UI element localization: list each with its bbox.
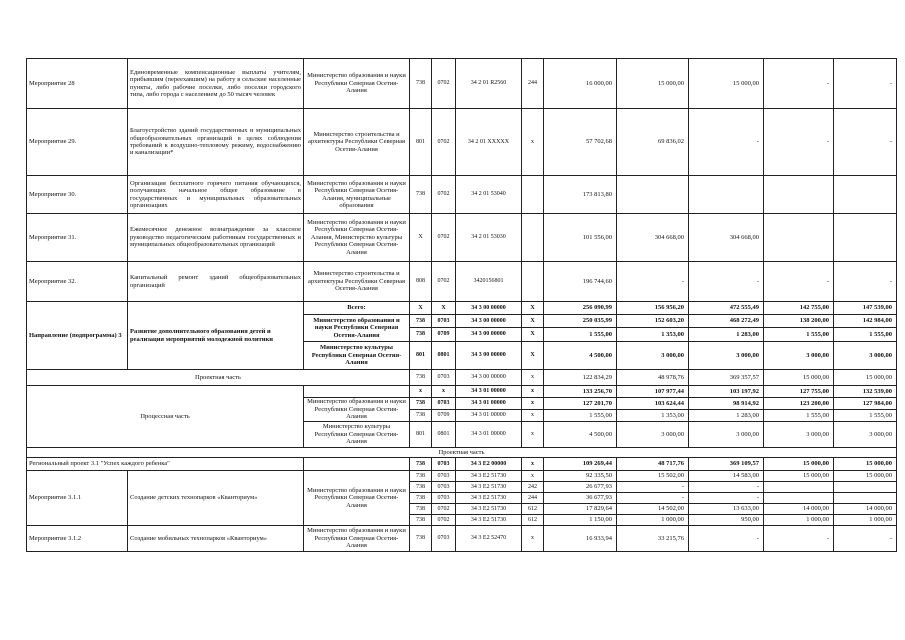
csr-cell: 34 3 01 00000 [456, 386, 522, 398]
value-cell: 98 914,92 [689, 398, 764, 410]
rzpr-cell: 0702 [432, 504, 456, 515]
value-cell: 142 984,00 [834, 315, 897, 328]
value-cell: 1 000,00 [764, 515, 834, 526]
grbs-cell: 738 [410, 328, 432, 342]
process-part-row [27, 386, 897, 398]
document-page [26, 58, 892, 552]
rzpr-cell: 0703 [432, 315, 456, 328]
value-cell: 103 624,44 [617, 398, 689, 410]
value-cell: 109 269,44 [544, 458, 617, 471]
value-cell: 15 000,00 [764, 471, 834, 482]
value-cell: 256 090,99 [544, 302, 617, 315]
grbs-cell: 738 [410, 410, 432, 422]
value-cell: 15 000,00 [834, 458, 897, 471]
value-cell: 1 555,00 [764, 328, 834, 342]
value-cell: 304 668,00 [617, 214, 689, 262]
value-cell: - [764, 526, 834, 552]
value-cell [764, 214, 834, 262]
value-cell: 1 555,00 [834, 328, 897, 342]
csr-cell: 34 3 E2 51730 [456, 493, 522, 504]
executor-cell: Министерство образования и науки Республики Северная Осетия-Алания [304, 59, 410, 109]
value-cell: 1 283,00 [689, 328, 764, 342]
executor-cell: Министерство образования и науки Республики Северная Осетия-Алания [304, 315, 410, 342]
executor-cell: Министерство образования и науки Республики Северная Осетия-Алания, муниципальные образования [304, 176, 410, 214]
grbs-cell: 801 [410, 342, 432, 370]
regional-row [27, 458, 897, 471]
rzpr-cell: 0702 [432, 176, 456, 214]
value-cell: 127 984,00 [834, 398, 897, 410]
value-cell: 472 555,49 [689, 302, 764, 315]
vr-cell: x [522, 386, 544, 398]
grbs-cell: 738 [410, 370, 432, 386]
vr-cell: X [522, 328, 544, 342]
value-cell: 15 502,00 [617, 471, 689, 482]
value-cell: - [834, 262, 897, 302]
section-header-row [27, 448, 897, 458]
grbs-cell: 801 [410, 422, 432, 448]
value-cell: 173 813,80 [544, 176, 617, 214]
value-cell: - [617, 262, 689, 302]
event-row [27, 262, 897, 302]
value-cell: 3 000,00 [617, 422, 689, 448]
value-cell: 101 556,00 [544, 214, 617, 262]
value-cell [764, 482, 834, 493]
vr-cell: x [522, 370, 544, 386]
executor-cell: Министерство образования и науки Республики Северная Осетия-Алания [304, 526, 410, 552]
project-part-row [27, 370, 897, 386]
event-label: Мероприятие 31. [27, 214, 128, 262]
value-cell: 1 555,00 [834, 410, 897, 422]
vr-cell: x [522, 526, 544, 552]
executor-cell: Министерство культуры Республики Северная Осетия-Алания [304, 342, 410, 370]
rzpr-cell: X [432, 302, 456, 315]
program-name: Развитие дополнительного образования детей и реализация мероприятий молодежной политики [128, 302, 304, 370]
rzpr-cell: 0703 [432, 482, 456, 493]
csr-cell: 3420156801 [456, 262, 522, 302]
csr-cell: 34 3 00 00000 [456, 328, 522, 342]
value-cell [764, 176, 834, 214]
csr-cell: 34 3 E2 51730 [456, 471, 522, 482]
event-row [27, 526, 897, 552]
value-cell [764, 493, 834, 504]
value-cell: 3 000,00 [617, 342, 689, 370]
value-cell: 122 834,29 [544, 370, 617, 386]
vr-cell: x [522, 398, 544, 410]
value-cell: 138 200,00 [764, 315, 834, 328]
csr-cell: 34 3 E2 51730 [456, 482, 522, 493]
value-cell: 3 000,00 [689, 422, 764, 448]
value-cell: 950,00 [689, 515, 764, 526]
event-row [27, 109, 897, 176]
value-cell: 16 000,00 [544, 59, 617, 109]
event-name: Создание мобильных технопарков «Кванториум» [128, 526, 304, 552]
vr-cell: x [522, 410, 544, 422]
vr-cell: 612 [522, 504, 544, 515]
csr-cell: 34 3 01 00000 [456, 422, 522, 448]
grbs-cell: 738 [410, 493, 432, 504]
event-row [27, 59, 897, 109]
event-row [27, 176, 897, 214]
value-cell: 14 000,00 [764, 504, 834, 515]
rzpr-cell: 0702 [432, 59, 456, 109]
value-cell: 103 197,92 [689, 386, 764, 398]
value-cell: 33 215,76 [617, 526, 689, 552]
vr-cell: 244 [522, 493, 544, 504]
value-cell: 15 000,00 [689, 59, 764, 109]
grbs-cell: 738 [410, 458, 432, 471]
grbs-cell: 738 [410, 526, 432, 552]
rzpr-cell: 0703 [432, 370, 456, 386]
value-cell: 1 000,00 [834, 515, 897, 526]
grbs-cell: X [410, 214, 432, 262]
value-cell: 1 353,00 [617, 410, 689, 422]
value-cell [834, 482, 897, 493]
grbs-cell: 738 [410, 398, 432, 410]
vr-cell: 244 [522, 59, 544, 109]
grbs-cell: x [410, 386, 432, 398]
value-cell: - [689, 482, 764, 493]
value-cell: 26 677,93 [544, 482, 617, 493]
event-label: Мероприятие 29. [27, 109, 128, 176]
rzpr-cell: 0702 [432, 214, 456, 262]
csr-cell: 34 2 01 53030 [456, 214, 522, 262]
executor-cell: Министерство строительства и архитектуры Республики Северная Осетия-Алания [304, 262, 410, 302]
value-cell [689, 176, 764, 214]
csr-cell: 34 2 01 XXXXX [456, 109, 522, 176]
value-cell: 15 000,00 [617, 59, 689, 109]
rzpr-cell: 0703 [432, 458, 456, 471]
rzpr-cell: 0702 [432, 262, 456, 302]
value-cell: 152 603,20 [617, 315, 689, 328]
value-cell: 14 583,00 [689, 471, 764, 482]
event-label: Мероприятие 32. [27, 262, 128, 302]
value-cell: 142 755,00 [764, 302, 834, 315]
program-row [27, 302, 897, 315]
value-cell: 13 633,00 [689, 504, 764, 515]
csr-cell: 34 3 E2 52470 [456, 526, 522, 552]
value-cell: 15 000,00 [834, 370, 897, 386]
budget-table [26, 58, 897, 552]
value-cell: 1 150,00 [544, 515, 617, 526]
value-cell: 69 836,02 [617, 109, 689, 176]
csr-cell: 34 2 01 R2560 [456, 59, 522, 109]
value-cell [834, 214, 897, 262]
value-cell: 48 717,76 [617, 458, 689, 471]
event-row [27, 471, 897, 482]
vr-cell: X [522, 302, 544, 315]
value-cell: - [689, 493, 764, 504]
value-cell: 14 502,00 [617, 504, 689, 515]
executor-cell: Министерство образования и науки Республики Северная Осетия-Алания [304, 471, 410, 526]
rzpr-cell: 0703 [432, 398, 456, 410]
vr-cell: x [522, 422, 544, 448]
vr-cell: x [522, 471, 544, 482]
rzpr-cell: 0709 [432, 328, 456, 342]
value-cell: - [834, 109, 897, 176]
vr-cell: 242 [522, 482, 544, 493]
value-cell: 1 000,00 [617, 515, 689, 526]
rzpr-cell: 0702 [432, 109, 456, 176]
event-name: Капитальный ремонт зданий общеобразовательных организаций [128, 262, 304, 302]
value-cell: 132 539,00 [834, 386, 897, 398]
value-cell [834, 176, 897, 214]
value-cell: 48 978,76 [617, 370, 689, 386]
value-cell: - [834, 59, 897, 109]
rzpr-cell: 0703 [432, 471, 456, 482]
rzpr-cell: 0709 [432, 410, 456, 422]
vr-cell [522, 176, 544, 214]
rzpr-cell: 0801 [432, 422, 456, 448]
value-cell: 1 555,00 [544, 410, 617, 422]
executor-cell: Всего: [304, 302, 410, 315]
csr-cell: 34 3 00 00000 [456, 315, 522, 328]
value-cell: 1 555,00 [544, 328, 617, 342]
executor-cell: Министерство образования и науки Республики Северная Осетия-Алания [304, 398, 410, 422]
grbs-cell: 738 [410, 471, 432, 482]
executor-cell [304, 458, 410, 471]
grbs-cell: 801 [410, 109, 432, 176]
value-cell: - [834, 526, 897, 552]
value-cell: 468 272,49 [689, 315, 764, 328]
value-cell: 14 000,00 [834, 504, 897, 515]
grbs-cell: 738 [410, 59, 432, 109]
csr-cell: 34 3 E2 00000 [456, 458, 522, 471]
value-cell: 3 000,00 [834, 342, 897, 370]
value-cell: 15 000,00 [764, 370, 834, 386]
value-cell: 4 500,00 [544, 422, 617, 448]
value-cell: 17 829,64 [544, 504, 617, 515]
table-body [27, 59, 897, 552]
rzpr-cell: 0801 [432, 342, 456, 370]
executor-cell: Министерство строительства и архитектуры Республики Северная Осетия-Алания [304, 109, 410, 176]
csr-cell: 34 3 00 00000 [456, 302, 522, 315]
value-cell: 147 539,00 [834, 302, 897, 315]
section-header: Проектная часть [27, 448, 897, 458]
value-cell: 123 200,00 [764, 398, 834, 410]
value-cell: 3 000,00 [764, 342, 834, 370]
value-cell: 57 702,68 [544, 109, 617, 176]
event-name: Благоустройство зданий государственных и муниципальных общеобразовательных организаций в целях соблюдения требований к воздушно-тепловому режиму, водоснабжению и канализации* [128, 109, 304, 176]
value-cell: 369 109,57 [689, 458, 764, 471]
event-label: Мероприятие 3.1.1 [27, 471, 128, 526]
event-label: Мероприятие 30. [27, 176, 128, 214]
csr-cell: 34 3 00 00000 [456, 370, 522, 386]
event-label: Мероприятие 28 [27, 59, 128, 109]
vr-cell: x [522, 109, 544, 176]
value-cell: 369 357,57 [689, 370, 764, 386]
grbs-cell: 738 [410, 315, 432, 328]
event-label: Мероприятие 3.1.2 [27, 526, 128, 552]
executor-cell: Министерство образования и науки Республики Северная Осетия-Алания, Министерство культуры Республики Северная Осетия-Алания [304, 214, 410, 262]
value-cell: - [689, 526, 764, 552]
value-cell: 250 035,99 [544, 315, 617, 328]
value-cell [617, 176, 689, 214]
csr-cell: 34 3 01 00000 [456, 410, 522, 422]
value-cell: - [689, 109, 764, 176]
value-cell: 107 977,44 [617, 386, 689, 398]
value-cell: 15 000,00 [834, 471, 897, 482]
vr-cell [522, 262, 544, 302]
event-name: Ежемесячное денежное вознаграждение за классное руководство педагогическим работникам государственных и муниципальных общеобразовательных организаций [128, 214, 304, 262]
event-name: Организация бесплатного горячего питания обучающихся, получающих начальное общее образование в государственных и муниципальных образовательных организациях [128, 176, 304, 214]
value-cell: - [617, 493, 689, 504]
csr-cell: 34 3 E2 51730 [456, 515, 522, 526]
value-cell: 196 744,60 [544, 262, 617, 302]
grbs-cell: 738 [410, 515, 432, 526]
regional-label: Региональный проект 3.1 "Успех каждого ребенка" [27, 458, 304, 471]
executor-cell [304, 386, 410, 398]
value-cell: 1 555,00 [764, 410, 834, 422]
vr-cell: X [522, 342, 544, 370]
value-cell: 3 000,00 [764, 422, 834, 448]
value-cell: 4 500,00 [544, 342, 617, 370]
part-label: Процессная часть [27, 386, 304, 448]
value-cell: - [617, 482, 689, 493]
event-row [27, 214, 897, 262]
value-cell: 127 201,70 [544, 398, 617, 410]
rzpr-cell: 0703 [432, 526, 456, 552]
value-cell: 15 000,00 [764, 458, 834, 471]
rzpr-cell: x [432, 386, 456, 398]
csr-cell: 34 2 01 53040 [456, 176, 522, 214]
value-cell: - [689, 262, 764, 302]
value-cell: 156 956,20 [617, 302, 689, 315]
event-name: Единовременные компенсационные выплаты учителям, прибывшим (переехавшим) на работу в сельские населенные пункты, либо рабочие поселки, либо поселки городского типа, либо города с населением до 50 тысяч человек [128, 59, 304, 109]
value-cell: - [764, 262, 834, 302]
value-cell: 127 755,00 [764, 386, 834, 398]
grbs-cell: 808 [410, 262, 432, 302]
vr-cell: X [522, 315, 544, 328]
program-label: Направление (подпрограмма) 3 [27, 302, 128, 370]
value-cell: - [764, 109, 834, 176]
vr-cell [522, 214, 544, 262]
grbs-cell: 738 [410, 504, 432, 515]
value-cell: 1 353,00 [617, 328, 689, 342]
value-cell: 3 000,00 [834, 422, 897, 448]
csr-cell: 34 3 00 00000 [456, 342, 522, 370]
value-cell: 92 335,50 [544, 471, 617, 482]
value-cell: 1 283,00 [689, 410, 764, 422]
value-cell: 36 677,93 [544, 493, 617, 504]
value-cell: 3 000,00 [689, 342, 764, 370]
event-name: Создание детских технопарков «Кванториум» [128, 471, 304, 526]
value-cell: 133 256,70 [544, 386, 617, 398]
executor-cell: Министерство культуры Республики Северная Осетия-Алания [304, 422, 410, 448]
csr-cell: 34 3 01 00000 [456, 398, 522, 410]
grbs-cell: 738 [410, 176, 432, 214]
rzpr-cell: 0703 [432, 493, 456, 504]
part-label: Проектная часть [27, 370, 410, 386]
value-cell: 16 933,94 [544, 526, 617, 552]
csr-cell: 34 3 E2 51730 [456, 504, 522, 515]
vr-cell: x [522, 458, 544, 471]
value-cell [834, 493, 897, 504]
value-cell: 304 668,00 [689, 214, 764, 262]
grbs-cell: X [410, 302, 432, 315]
vr-cell: 612 [522, 515, 544, 526]
grbs-cell: 738 [410, 482, 432, 493]
value-cell: - [764, 59, 834, 109]
rzpr-cell: 0702 [432, 515, 456, 526]
